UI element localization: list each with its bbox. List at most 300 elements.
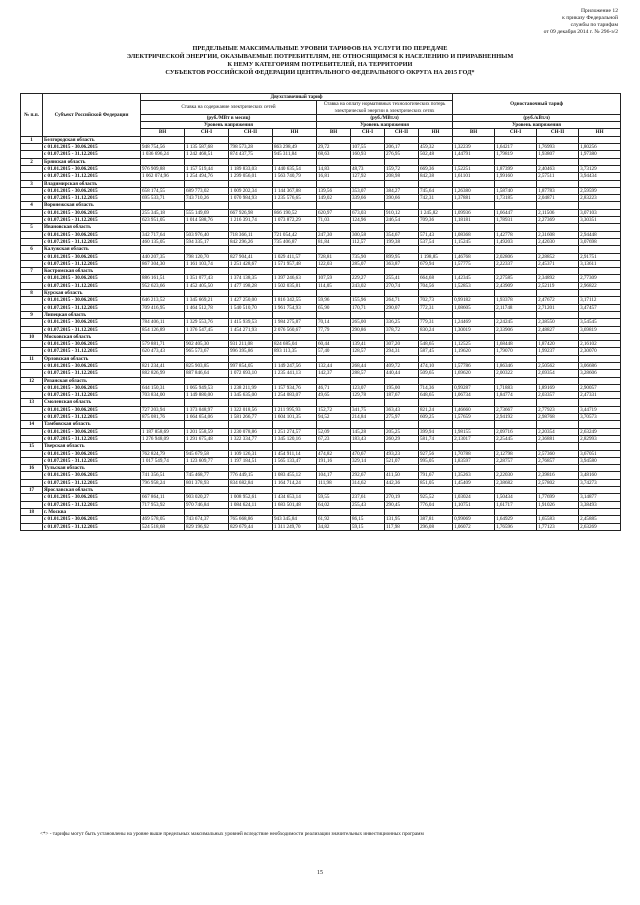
header-level: ВН — [453, 129, 495, 136]
tariff-value: 3,14877 — [579, 494, 621, 501]
period-cell: с 01.07.2015 - 31.12.2015 — [43, 151, 141, 158]
header-level: СН-I — [351, 129, 385, 136]
header-single: Одноставочный тариф — [453, 94, 621, 115]
empty-cell — [21, 165, 43, 172]
tariff-value: 2,94448 — [579, 231, 621, 238]
tariff-value: 3,06686 — [579, 362, 621, 369]
empty-cell — [495, 377, 537, 384]
table-row — [21, 450, 621, 457]
empty-cell — [385, 465, 419, 472]
tariff-value: 124,96 — [351, 217, 385, 224]
empty-cell — [185, 443, 229, 450]
tariff-value: 1,65583 — [537, 516, 579, 523]
region-number: 1 — [21, 136, 43, 143]
tariff-value: 658 174,55 — [141, 187, 185, 194]
empty-cell — [385, 443, 419, 450]
empty-cell — [141, 311, 185, 318]
region-row — [21, 399, 621, 406]
tariff-value: 195,00 — [385, 384, 419, 391]
empty-cell — [185, 136, 229, 143]
empty-cell — [351, 202, 385, 209]
tariff-value: 1,78931 — [495, 217, 537, 224]
tariff-value: 667 864,11 — [141, 494, 185, 501]
tariff-value: 1 961 754,93 — [273, 304, 317, 311]
empty-cell — [419, 246, 453, 253]
tariff-value: 409,72 — [385, 362, 419, 369]
empty-cell — [185, 158, 229, 165]
tariff-value: 129,78 — [351, 392, 385, 399]
header-level: НН — [419, 129, 453, 136]
tariff-value: 246,54 — [385, 217, 419, 224]
table-row — [21, 479, 621, 486]
empty-cell — [453, 136, 495, 143]
region-row — [21, 290, 621, 297]
empty-cell — [351, 377, 385, 384]
tariff-value: 2,82993 — [579, 435, 621, 442]
empty-cell — [419, 180, 453, 187]
tariff-value: 127,92 — [351, 173, 385, 180]
region-number: 12 — [21, 377, 43, 384]
empty-cell — [273, 311, 317, 318]
empty-cell — [419, 136, 453, 143]
empty-cell — [273, 290, 317, 297]
empty-cell — [141, 377, 185, 384]
tariff-value: 3,54545 — [579, 319, 621, 326]
empty-cell — [385, 487, 419, 494]
tariff-value: 2,31608 — [537, 231, 579, 238]
header-level: ВН — [141, 129, 185, 136]
tariff-value: 996 395,86 — [229, 348, 273, 355]
tariff-value: 2,91751 — [579, 253, 621, 260]
tariff-value: 1 065 949,53 — [185, 384, 229, 391]
tariff-value: 2,50562 — [537, 362, 579, 369]
empty-cell — [579, 399, 621, 406]
empty-cell — [351, 421, 385, 428]
tariff-value: 555 149,69 — [185, 209, 229, 216]
tariff-value: 2,30070 — [579, 348, 621, 355]
tariff-value: 927,56 — [419, 450, 453, 457]
tariff-value: 1 235 441,13 — [273, 370, 317, 377]
empty-cell — [495, 421, 537, 428]
empty-cell — [273, 487, 317, 494]
table-row — [21, 392, 621, 399]
title-line: СУБЪЕКТОВ РОССИЙСКОЙ ФЕДЕРАЦИИ ЦЕНТРАЛЬНОГО ФЕДЕРАЛЬНОГО ОКРУГА НА 2015 ГОД* — [165, 69, 475, 76]
page-number: 15 — [317, 870, 323, 876]
empty-cell — [141, 333, 185, 340]
empty-cell — [385, 508, 419, 515]
empty-cell — [453, 333, 495, 340]
tariff-value: 275,97 — [385, 414, 419, 421]
empty-cell — [385, 399, 419, 406]
empty-cell — [453, 355, 495, 362]
tariff-value: 854 126,89 — [141, 326, 185, 333]
tariff-value: 111,98 — [317, 479, 351, 486]
empty-cell — [185, 333, 229, 340]
period-cell: с 01.07.2015 - 31.12.2015 — [43, 523, 141, 530]
tariff-value: 341,75 — [351, 406, 385, 413]
tariff-value: 442,36 — [385, 479, 419, 486]
tariff-value: 925,52 — [419, 494, 453, 501]
empty-cell — [273, 465, 317, 472]
tariff-value: 2,09716 — [495, 428, 537, 435]
empty-cell — [141, 487, 185, 494]
tariff-value: 139,41 — [351, 341, 385, 348]
tariff-value: 1,93807 — [537, 151, 579, 158]
tariff-value: 609,25 — [419, 414, 453, 421]
period-cell: с 01.01.2015 - 30.06.2015 — [43, 187, 141, 194]
tariff-value: 745,64 — [419, 187, 453, 194]
period-cell: с 01.07.2015 - 31.12.2015 — [43, 217, 141, 224]
empty-cell — [229, 355, 273, 362]
tariff-value: 2,38682 — [495, 479, 537, 486]
tariff-value: 1 454 271,93 — [229, 326, 273, 333]
empty-cell — [537, 399, 579, 406]
region-name: Белгородская область — [43, 136, 141, 143]
region-name: Московская область — [43, 333, 141, 340]
header-voltage: Уровень напряжения — [317, 122, 453, 129]
tariff-value: 94,52 — [317, 414, 351, 421]
tariff-value: 842,38 — [419, 173, 453, 180]
empty-cell — [317, 311, 351, 318]
empty-cell — [453, 421, 495, 428]
tariff-value: 288,57 — [351, 370, 385, 377]
tariff-value: 378,72 — [385, 326, 419, 333]
region-name: Ярославская область — [43, 487, 141, 494]
tariff-value: 128,57 — [351, 348, 385, 355]
tariff-value: 2,00322 — [495, 370, 537, 377]
period-cell: с 01.07.2015 - 31.12.2015 — [43, 414, 141, 421]
empty-cell — [229, 421, 273, 428]
table-row — [21, 341, 621, 348]
tariff-value: 1,87783 — [537, 187, 579, 194]
tariff-value: 695 533,71 — [141, 195, 185, 202]
tariff-value: 995,05 — [419, 457, 453, 464]
tariff-value: 1 329 553,76 — [185, 319, 229, 326]
tariff-value: 290,86 — [351, 326, 385, 333]
tariff-value: 1,44791 — [453, 151, 495, 158]
empty-cell — [185, 465, 229, 472]
empty-cell — [579, 180, 621, 187]
tariff-value: 1,99237 — [537, 348, 579, 355]
region-row — [21, 443, 621, 450]
tariff-value: 1 230 078,86 — [229, 428, 273, 435]
tariff-value: 2,11748 — [495, 304, 537, 311]
empty-cell — [21, 341, 43, 348]
tariff-value: 1,19620 — [453, 348, 495, 355]
tariff-value: 1,52251 — [453, 165, 495, 172]
period-cell: с 01.07.2015 - 31.12.2015 — [43, 479, 141, 486]
tariff-value: 704,56 — [419, 282, 453, 289]
tariff-value: 294,31 — [385, 348, 419, 355]
tariff-value: 363,43 — [385, 406, 419, 413]
empty-cell — [419, 487, 453, 494]
table-row — [21, 297, 621, 304]
tariff-value: 646 213,52 — [141, 297, 185, 304]
empty-cell — [351, 224, 385, 231]
empty-cell — [21, 414, 43, 421]
empty-cell — [537, 158, 579, 165]
tariff-value: 1,10751 — [453, 501, 495, 508]
empty-cell — [419, 333, 453, 340]
table-row — [21, 282, 621, 289]
period-cell: с 01.01.2015 - 30.06.2015 — [43, 253, 141, 260]
empty-cell — [229, 136, 273, 143]
tariff-value: 2,90057 — [579, 384, 621, 391]
tariff-value: 581,74 — [419, 435, 453, 442]
empty-cell — [537, 355, 579, 362]
tariff-value: 2,69354 — [537, 370, 579, 377]
empty-cell — [317, 399, 351, 406]
tariff-value: 3,47457 — [579, 304, 621, 311]
empty-cell — [385, 355, 419, 362]
empty-cell — [495, 399, 537, 406]
empty-cell — [495, 246, 537, 253]
tariff-value: 1,52853 — [453, 282, 495, 289]
tariff-value: 265,00 — [351, 319, 385, 326]
empty-cell — [351, 136, 385, 143]
region-name: Костромская область — [43, 268, 141, 275]
empty-cell — [141, 290, 185, 297]
period-cell: с 01.01.2015 - 30.06.2015 — [43, 275, 141, 282]
empty-cell — [419, 399, 453, 406]
tariff-value: 2,33906 — [495, 326, 537, 333]
tariff-value: 1 565 133,47 — [273, 457, 317, 464]
tariff-value: 667 926,98 — [229, 209, 273, 216]
empty-cell — [579, 355, 621, 362]
period-cell: с 01.01.2015 - 30.06.2015 — [43, 319, 141, 326]
empty-cell — [495, 487, 537, 494]
tariff-value: 1,79070 — [495, 348, 537, 355]
header-unit-maintenance: (руб./МВт в месяц) — [141, 114, 317, 121]
region-name: Воронежская область — [43, 202, 141, 209]
tariff-value: 3,28606 — [579, 370, 621, 377]
tariff-value: 2,28757 — [495, 457, 537, 464]
empty-cell — [21, 450, 43, 457]
tariff-value: 1 604 101,35 — [273, 414, 317, 421]
empty-cell — [495, 355, 537, 362]
region-number: 13 — [21, 399, 43, 406]
tariff-value: 1 434 653,14 — [273, 494, 317, 501]
empty-cell — [21, 384, 43, 391]
tariff-value: 903 020,27 — [185, 494, 229, 501]
empty-cell — [229, 399, 273, 406]
tariff-value: 1 291 675,48 — [185, 435, 229, 442]
region-name: г. Москва — [43, 508, 141, 515]
tariff-value: 1,57775 — [453, 260, 495, 267]
empty-cell — [453, 508, 495, 515]
tariff-value: 470,67 — [351, 450, 385, 457]
region-number: 9 — [21, 311, 43, 318]
empty-cell — [351, 399, 385, 406]
tariff-value: 821,24 — [419, 406, 453, 413]
header-level: НН — [273, 129, 317, 136]
tariff-value: 1 345 635,00 — [229, 392, 273, 399]
tariff-value: 524 518,68 — [141, 523, 185, 530]
tariff-value: 1 211 995,93 — [273, 406, 317, 413]
tariff-value: 779,31 — [419, 319, 453, 326]
tariff-value: 2,39816 — [537, 472, 579, 479]
region-row — [21, 377, 621, 384]
empty-cell — [385, 333, 419, 340]
empty-cell — [579, 246, 621, 253]
tariff-value: 1,57786 — [453, 362, 495, 369]
tariff-value: 1,99160 — [495, 173, 537, 180]
empty-cell — [185, 508, 229, 515]
empty-cell — [351, 487, 385, 494]
empty-cell — [185, 377, 229, 384]
tariff-value: 1 149 880,00 — [185, 392, 229, 399]
tariff-value: 866 190,52 — [273, 209, 317, 216]
tariff-value: 874 437,75 — [229, 151, 273, 158]
attachment-line: службы по тарифам — [570, 22, 618, 28]
table-row — [21, 165, 621, 172]
empty-cell — [273, 333, 317, 340]
empty-cell — [141, 246, 185, 253]
tariff-value: 1,46660 — [453, 406, 495, 413]
tariff-value: 3,67051 — [579, 450, 621, 457]
empty-cell — [273, 421, 317, 428]
table-row — [21, 414, 621, 421]
tariff-value: 742,31 — [419, 195, 453, 202]
tariff-value: 1 571 957,48 — [273, 260, 317, 267]
empty-cell — [453, 377, 495, 384]
empty-cell — [579, 136, 621, 143]
region-name: Тульская область — [43, 465, 141, 472]
tariff-value: 875 081,76 — [141, 414, 185, 421]
tariff-value: 2,20354 — [537, 428, 579, 435]
tariff-value: 1,49203 — [495, 238, 537, 245]
tariff-value: 2,16102 — [579, 341, 621, 348]
tariff-value: 1 251 428,67 — [229, 260, 273, 267]
table-row — [21, 457, 621, 464]
tariff-value: 796 958,24 — [141, 479, 185, 486]
tariff-value: 2,57360 — [537, 450, 579, 457]
empty-cell — [273, 268, 317, 275]
empty-cell — [21, 348, 43, 355]
tariff-value: 0,99287 — [453, 384, 495, 391]
tariff-value: 208,98 — [385, 173, 419, 180]
tariff-value: 1,30019 — [453, 326, 495, 333]
tariff-value: 474,82 — [317, 450, 351, 457]
tariff-value: 1 017 549,74 — [141, 457, 185, 464]
empty-cell — [21, 238, 43, 245]
tariff-value: 798 120,70 — [185, 253, 229, 260]
tariff-value: 3,73129 — [579, 165, 621, 172]
table-row — [21, 187, 621, 194]
period-cell: с 01.07.2015 - 31.12.2015 — [43, 304, 141, 311]
tariff-value: 821 234,41 — [141, 362, 185, 369]
tariff-value: 1,89169 — [537, 384, 579, 391]
table-row — [21, 472, 621, 479]
tariff-value: 139,56 — [317, 187, 351, 194]
region-number: 14 — [21, 421, 43, 428]
tariff-value: 1,58740 — [495, 187, 537, 194]
tariff-value: 3,94580 — [579, 457, 621, 464]
empty-cell — [537, 290, 579, 297]
tariff-value: 3,69819 — [579, 326, 621, 333]
tariff-value: 702,73 — [419, 297, 453, 304]
empty-cell — [419, 311, 453, 318]
empty-cell — [579, 268, 621, 275]
tariff-value: 34,82 — [317, 523, 351, 530]
tariff-value: 270,74 — [385, 282, 419, 289]
region-row — [21, 180, 621, 187]
tariff-value: 2,59599 — [579, 187, 621, 194]
table-row — [21, 428, 621, 435]
tariff-value: 1 149 247,56 — [273, 362, 317, 369]
empty-cell — [385, 421, 419, 428]
tariff-value: 247,30 — [317, 231, 351, 238]
tariff-value: 145,28 — [351, 428, 385, 435]
region-number: 3 — [21, 180, 43, 187]
empty-cell — [579, 508, 621, 515]
empty-cell — [579, 377, 621, 384]
tariff-value: 664,68 — [419, 275, 453, 282]
tariff-value: 899,95 — [385, 253, 419, 260]
tariff-value: 1,70788 — [453, 450, 495, 457]
region-number: 5 — [21, 224, 43, 231]
tariff-value: 2,63249 — [579, 428, 621, 435]
region-row — [21, 158, 621, 165]
empty-cell — [317, 508, 351, 515]
empty-cell — [495, 158, 537, 165]
tariff-value: 314,62 — [351, 479, 385, 486]
tariff-value: 1 251 274,57 — [273, 428, 317, 435]
tariff-value: 882 826,99 — [141, 370, 185, 377]
empty-cell — [317, 487, 351, 494]
period-cell: с 01.07.2015 - 31.12.2015 — [43, 392, 141, 399]
region-row — [21, 246, 621, 253]
empty-cell — [351, 290, 385, 297]
period-cell: с 01.01.2015 - 30.06.2015 — [43, 384, 141, 391]
tariff-value: 1 070 984,93 — [229, 195, 273, 202]
empty-cell — [273, 180, 317, 187]
tariff-value: 842 296,26 — [229, 238, 273, 245]
tariff-value: 59,55 — [317, 494, 351, 501]
empty-cell — [229, 268, 273, 275]
tariff-value: 743 674,37 — [185, 516, 229, 523]
tariff-value: 1,71883 — [495, 384, 537, 391]
tariff-value: 579 881,71 — [141, 341, 185, 348]
table-row — [21, 238, 621, 245]
empty-cell — [579, 465, 621, 472]
empty-cell — [495, 136, 537, 143]
tariff-value: 1 299 056,01 — [229, 173, 273, 180]
empty-cell — [273, 355, 317, 362]
empty-cell — [273, 508, 317, 515]
tariff-value: 1 084 624,11 — [229, 501, 273, 508]
tariff-value: 469 578,05 — [141, 516, 185, 523]
empty-cell — [21, 275, 43, 282]
tariff-value: 1 581 266,77 — [229, 414, 273, 421]
empty-cell — [495, 508, 537, 515]
empty-cell — [317, 158, 351, 165]
tariff-value: 1,80256 — [579, 144, 621, 151]
header-two-part: Двухставочный тариф — [141, 94, 453, 101]
tariff-value: 714,36 — [419, 384, 453, 391]
region-number: 10 — [21, 333, 43, 340]
empty-cell — [495, 443, 537, 450]
period-cell: с 01.01.2015 - 30.06.2015 — [43, 472, 141, 479]
empty-cell — [351, 333, 385, 340]
empty-cell — [351, 443, 385, 450]
region-name: Брянская область — [43, 158, 141, 165]
tariff-value: 3,17112 — [579, 297, 621, 304]
tariff-value: 1,42778 — [495, 231, 537, 238]
empty-cell — [453, 465, 495, 472]
tariff-value: 214,84 — [351, 414, 385, 421]
empty-cell — [21, 370, 43, 377]
